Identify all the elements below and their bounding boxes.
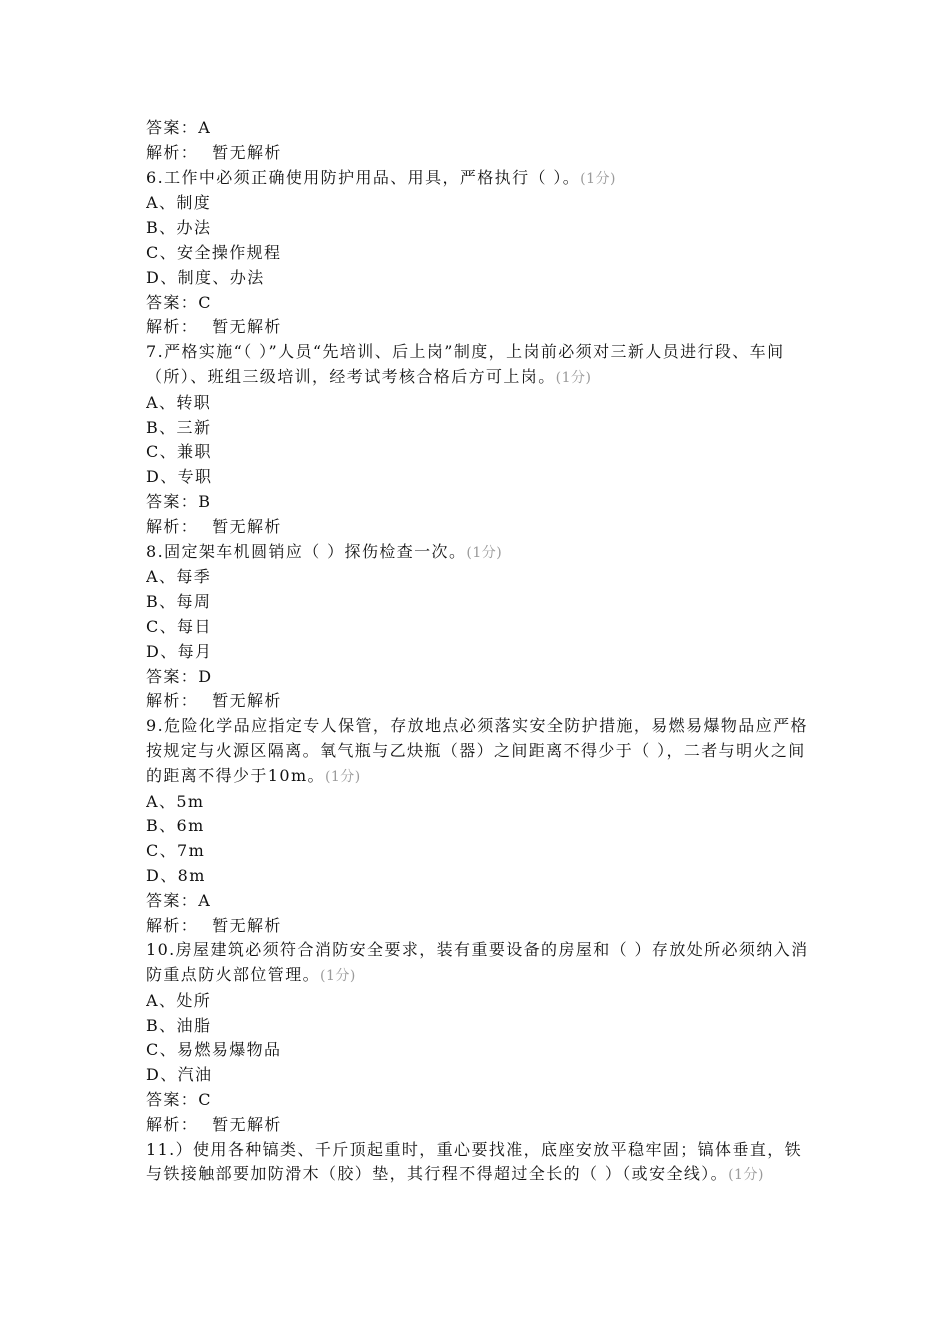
option-c: C、7m	[146, 841, 206, 861]
question-score: (1分)	[728, 1167, 764, 1184]
analysis-text: 暂无解析	[212, 317, 282, 337]
question-stem	[146, 714, 818, 789]
analysis-line	[146, 515, 818, 540]
question-text: 7.严格实施“（ ）”人员“先培训、后上岗”制度，上岗前必须对三新人员进行段、车间（所）、班组三级培训，经考试考核合格后方可上岗。	[146, 342, 785, 386]
option-d: D、制度、办法	[146, 267, 265, 287]
question-text: 8.固定架车机圆销应（ ）探伤检查一次。	[146, 541, 467, 561]
analysis-label: 解析：	[146, 691, 199, 711]
option-b: B、办法	[146, 218, 212, 238]
analysis-line	[146, 914, 818, 939]
question-stem	[146, 540, 818, 566]
question-text: 11.）使用各种镐类、千斤顶起重时，重心要找准，底座安放平稳牢固；镐体垂直，铁与铁接触部要加防滑木（胶）垫，其行程不得超过全长的（ ）（或安全线）。	[146, 1139, 803, 1184]
option-c: C、安全操作规程	[146, 242, 282, 262]
option-b: B、6m	[146, 816, 205, 836]
analysis-label: 解析：	[146, 516, 199, 536]
question-text: 6.工作中必须正确使用防护用品、用具，严格执行（ ）。	[146, 167, 581, 187]
analysis-text: 暂无解析	[212, 516, 282, 536]
analysis-label: 解析：	[146, 317, 199, 337]
option-a: A、5m	[146, 791, 205, 811]
option-b: B、三新	[146, 417, 212, 437]
answer-line: 答案：D	[146, 666, 213, 686]
question-stem	[146, 166, 818, 192]
question-score: (1分)	[320, 968, 356, 985]
question-score: (1分)	[580, 170, 616, 187]
option-d: D、8m	[146, 865, 206, 885]
analysis-line	[146, 315, 818, 340]
option-d: D、每月	[146, 641, 213, 661]
analysis-line	[146, 141, 818, 166]
option-a: A、制度	[146, 193, 212, 213]
option-a: A、每季	[146, 567, 212, 587]
analysis-text: 暂无解析	[212, 691, 282, 711]
answer-line: 答案：A	[146, 118, 212, 137]
question-text: 10.房屋建筑必须符合消防安全要求，装有重要设备的房屋和（ ）存放处所必须纳入消防重点防火部位管理。	[146, 940, 809, 985]
question-stem	[146, 340, 818, 391]
question-stem	[146, 1138, 818, 1189]
analysis-label: 解析：	[146, 915, 199, 935]
exam-document	[146, 116, 818, 1188]
option-a: A、处所	[146, 990, 212, 1010]
option-a: A、转职	[146, 392, 212, 412]
question-score: (1分)	[466, 544, 503, 561]
option-c: C、每日	[146, 616, 212, 636]
option-b: B、每周	[146, 592, 212, 612]
question-stem	[146, 938, 818, 989]
analysis-text: 暂无解析	[212, 915, 282, 935]
analysis-line	[146, 689, 818, 714]
answer-line: 答案：C	[146, 292, 212, 312]
question-score: (1分)	[555, 369, 592, 386]
analysis-label: 解析：	[146, 1114, 199, 1134]
option-d: D、汽油	[146, 1065, 213, 1085]
analysis-label: 解析：	[146, 142, 199, 162]
answer-line: 答案：C	[146, 1090, 212, 1110]
option-d: D、专职	[146, 467, 213, 487]
question-score: (1分)	[324, 768, 361, 785]
option-c: C、兼职	[146, 442, 212, 462]
answer-line: 答案：A	[146, 890, 212, 910]
answer-line: 答案：B	[146, 491, 212, 511]
analysis-text: 暂无解析	[212, 142, 282, 162]
analysis-text: 暂无解析	[212, 1114, 282, 1134]
option-b: B、油脂	[146, 1015, 212, 1035]
analysis-line	[146, 1113, 818, 1138]
question-text: 9.危险化学品应指定专人保管，存放地点必须落实安全防护措施，易燃易爆物品应严格按规定与火源区隔离。氧气瓶与乙炔瓶（器）之间距离不得少于（ ），二者与明火之间的距离不得少于10m。	[146, 716, 808, 785]
option-c: C、易燃易爆物品	[146, 1040, 282, 1060]
